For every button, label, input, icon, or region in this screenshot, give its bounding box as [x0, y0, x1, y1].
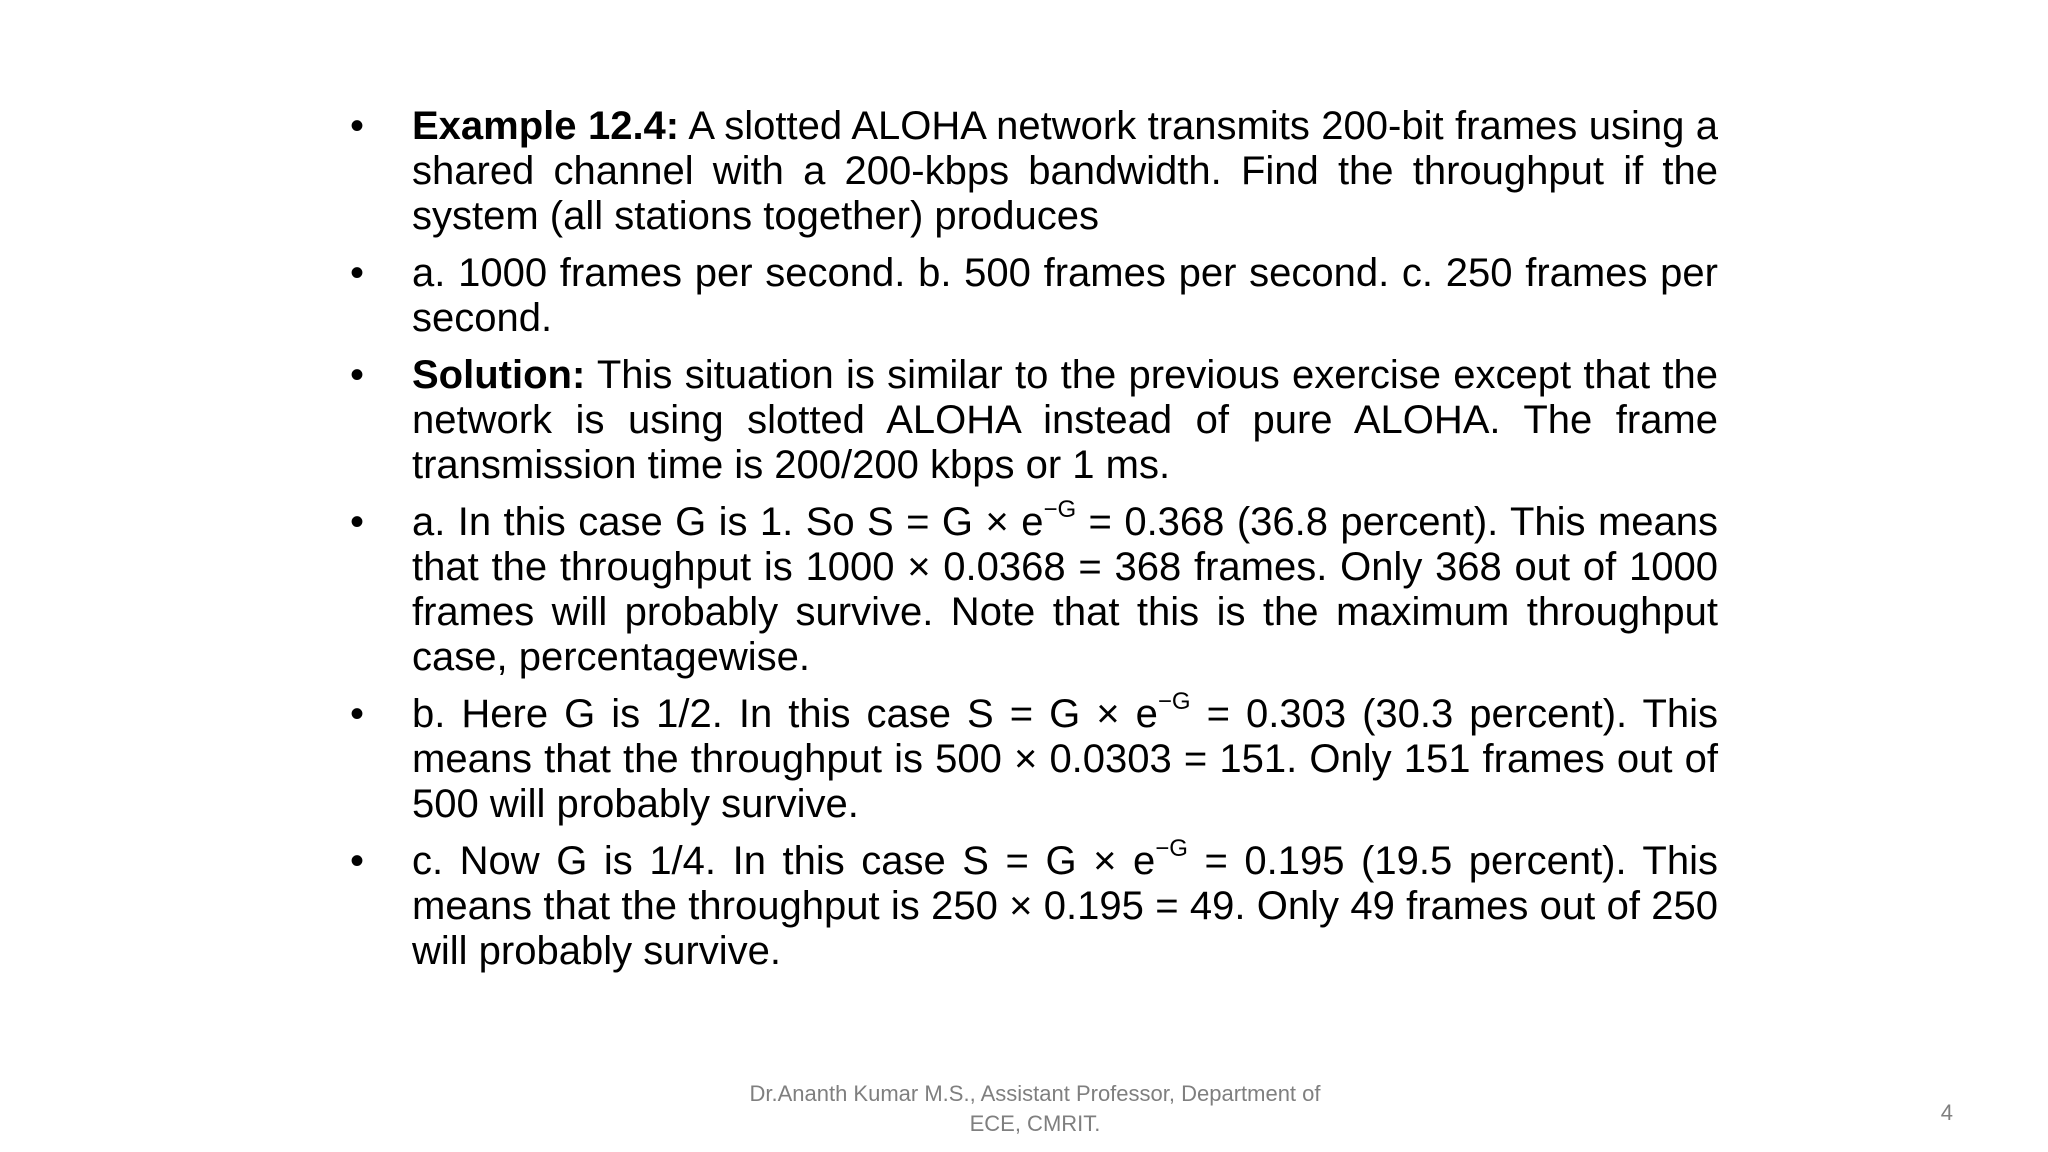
bullet-text: [412, 834, 1719, 974]
bullet-text: [412, 104, 1718, 239]
bullet-body-text: b. Here G is 1/2. In this case S = G × e: [412, 692, 1158, 736]
bullet-text: [412, 687, 1719, 827]
bullet-body-text: = 0.303 (30.3 percent). This means that the throughput is 500 × 0.0303 = 151. Only 151 frames out of 500 will probably survive.: [412, 692, 1719, 826]
bullet-list: [350, 104, 1718, 974]
slide-footer: [690, 1079, 1380, 1139]
bullet-example-statement: [350, 104, 1718, 239]
bullet-frame-rates: [350, 251, 1718, 341]
page-number: 4: [1940, 1100, 1953, 1125]
bullet-body-text: = 0.195 (19.5 percent). This means that the throughput is 250 × 0.195 = 49. Only 49 frames out of 250 will probably survive.: [412, 839, 1719, 973]
footer-institution-line: ECE, CMRIT.: [969, 1111, 1101, 1136]
bullet-marker: •: [350, 251, 365, 295]
bullet-body-text: This situation is similar to the previous exercise except that the network is using slotted ALOHA instead of pure ALOHA. The frame transmission time is 200/200 kbps or 1 ms.: [412, 353, 1718, 487]
bullet-marker: •: [350, 353, 365, 397]
bullet-marker: •: [350, 692, 365, 736]
bullet-case-b: [350, 687, 1719, 827]
bullet-text: [412, 495, 1719, 680]
exponent-superscript: −G: [1157, 687, 1191, 715]
bullet-body-text: = 0.368 (36.8 percent). This means that the throughput is 1000 × 0.0368 = 368 frames. Only 368 out of 1000 frames will probably survive. Note that this is the maximum throughput case, percentagewise.: [412, 500, 1719, 679]
footer-author-line: Dr.Ananth Kumar M.S., Assistant Professor, Department of: [749, 1081, 1321, 1106]
bullet-body-text: a. In this case G is 1. So S = G × e: [412, 500, 1044, 544]
bullet-marker: •: [350, 104, 365, 148]
bullet-case-a: [350, 495, 1719, 680]
bullet-body-text: A slotted ALOHA network transmits 200-bit frames using a shared channel with a 200-kbps bandwidth. Find the throughput if the system (all stations together) produces: [412, 104, 1718, 238]
bullet-lead-label: Example 12.4:: [412, 104, 680, 148]
exponent-superscript: −G: [1043, 495, 1077, 523]
bullet-marker: •: [350, 500, 365, 544]
slide-content: [350, 104, 1718, 986]
bullet-marker: •: [350, 839, 365, 883]
exponent-superscript: −G: [1155, 834, 1188, 862]
bullet-text: [412, 353, 1718, 488]
bullet-case-c: [350, 834, 1719, 974]
bullet-text: [412, 251, 1718, 341]
bullet-body-text: c. Now G is 1/4. In this case S = G × e: [412, 839, 1156, 883]
bullet-solution: [350, 353, 1718, 488]
bullet-body-text: a. 1000 frames per second. b. 500 frames per second. c. 250 frames per second.: [412, 251, 1718, 340]
bullet-lead-label: Solution:: [412, 353, 586, 397]
